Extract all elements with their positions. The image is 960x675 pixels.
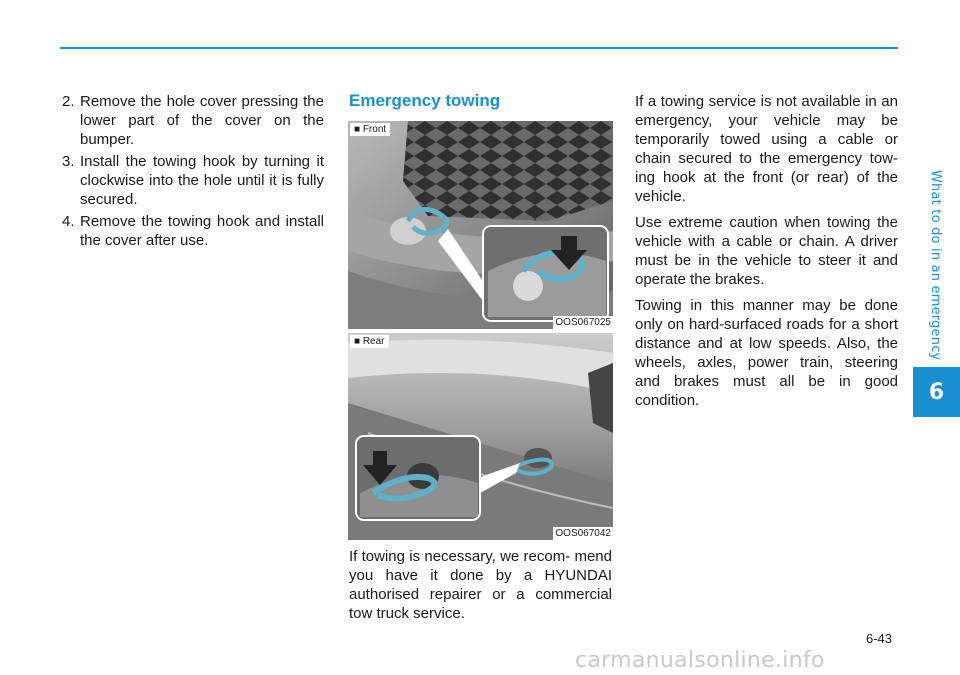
step-text: Remove the towing hook and install the cover after use.	[80, 213, 324, 249]
step-number: 4.	[62, 213, 75, 230]
right-column	[635, 92, 898, 417]
rear-tow-hook-figure	[348, 333, 613, 540]
rear-bumper-illustration	[348, 333, 613, 540]
figure-code-rear: OOS067042	[555, 528, 611, 539]
figure-code-front: OOS067025	[555, 317, 611, 328]
page-number: 6-43	[866, 631, 893, 646]
paragraph: If a towing service is not available in an emergency, your vehicle may be temporarily towed using a cable or chain secured to the emergency tow- ing hook at the front (or rear) of the vehicle.	[635, 93, 898, 205]
front-bumper-illustration	[348, 121, 613, 329]
step-text: Install the towing hook by turning it clockwise into the hole until it is fully secured.	[80, 153, 324, 208]
towing-intro	[349, 547, 612, 623]
steps-column	[62, 92, 324, 253]
figure-label-front: ■ Front	[350, 123, 390, 136]
step-text: Remove the hole cover pressing the lower part of the cover on the bumper.	[80, 93, 324, 148]
chapter-tab[interactable]: 6	[913, 367, 960, 417]
chapter-title: What to do in an emergency	[928, 170, 943, 361]
step-number: 3.	[62, 153, 75, 170]
front-tow-hook-figure	[348, 121, 613, 329]
steps-list	[62, 92, 324, 250]
section-heading: Emergency towing	[349, 91, 501, 110]
list-item	[62, 92, 324, 149]
figure-label-rear: ■ Rear	[350, 335, 389, 348]
paragraph: Use extreme caution when towing the vehicle with a cable or chain. A driver must be in the vehicle to steer it and operate the brakes.	[635, 214, 898, 288]
intro-paragraph: If towing is necessary, we recom- mend you have it done by a HYUNDAI authorised repairer or a commercial tow truck service.	[349, 548, 612, 622]
paragraph: Towing in this manner may be done only on hard-surfaced roads for a short distance and at low speeds. Also, the wheels, axles, power train, steering and brakes must all be in good condition.	[635, 297, 898, 409]
list-item	[62, 212, 324, 250]
list-item	[62, 152, 324, 209]
header-rule	[60, 47, 898, 49]
watermark: carmanualsonline.info	[575, 648, 825, 673]
step-number: 2.	[62, 93, 75, 110]
